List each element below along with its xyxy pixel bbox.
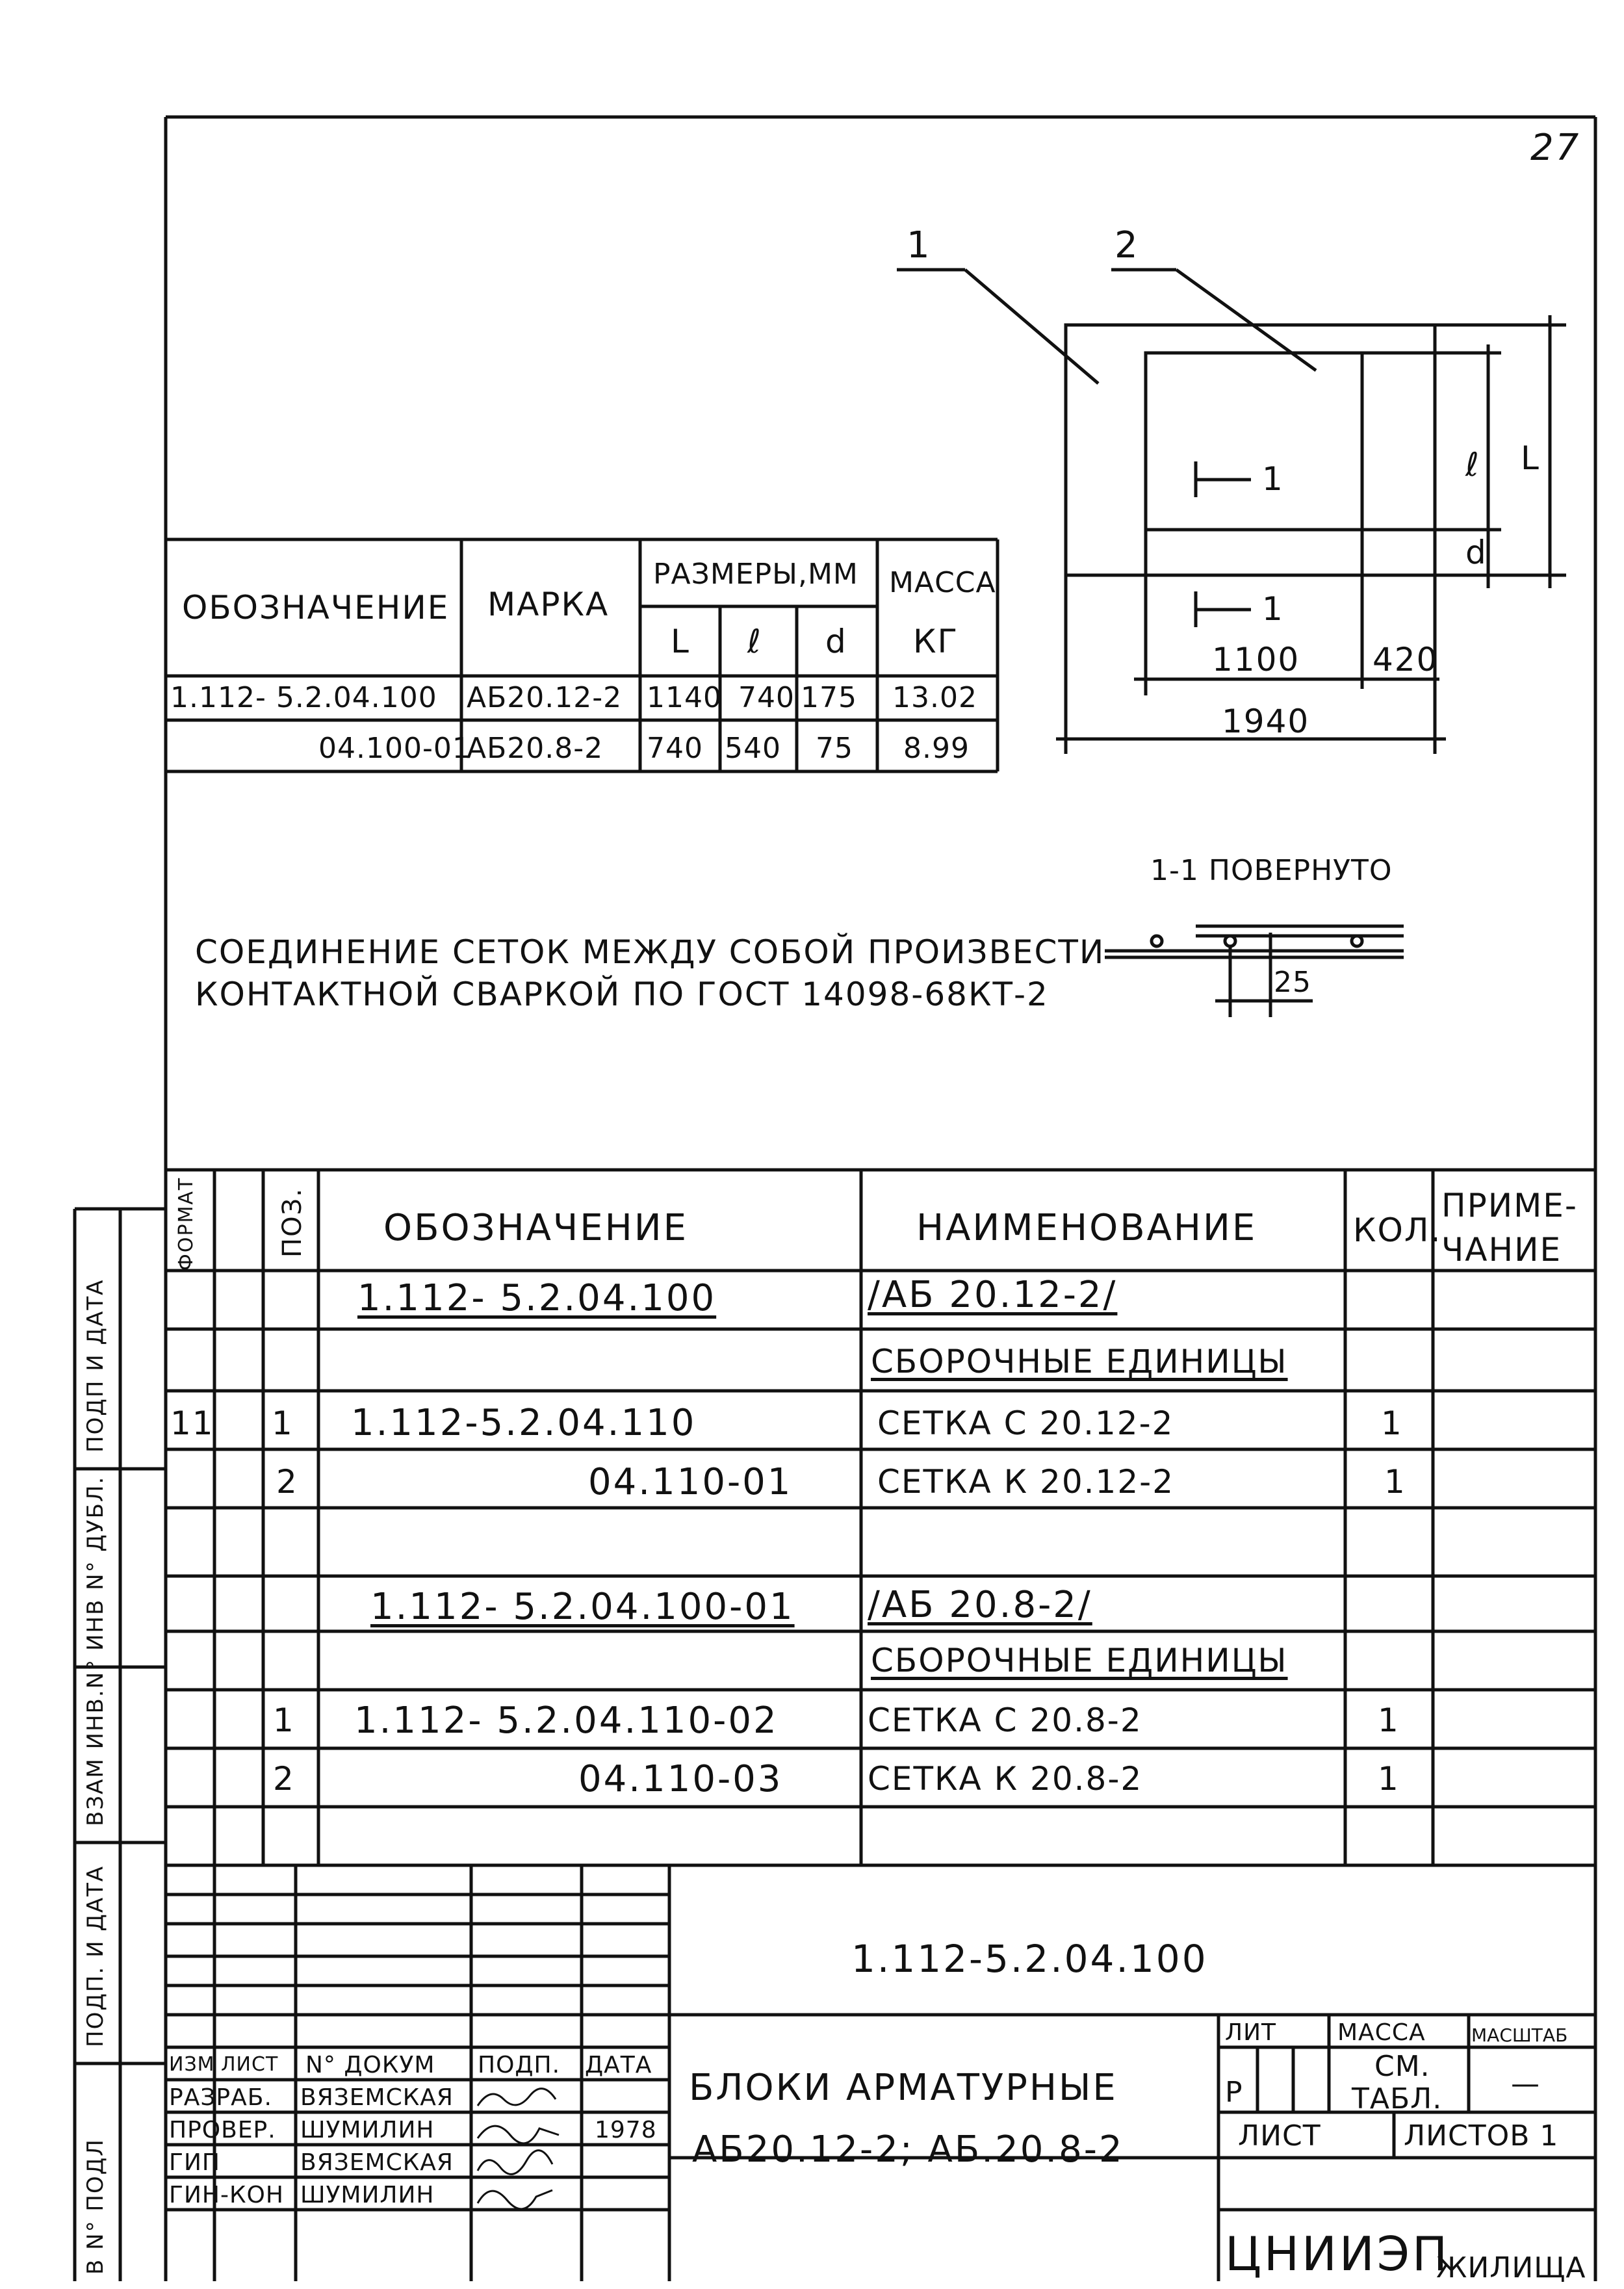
spec-row-4-designation: 04.110-01 bbox=[588, 1461, 793, 1503]
spec-header-name: НАИМЕНОВАНИЕ bbox=[916, 1207, 1257, 1249]
dim-d-label: d bbox=[1465, 534, 1488, 571]
spec-header-designation: ОБОЗНАЧЕНИЕ bbox=[383, 1207, 689, 1249]
size-row-2-designation: 04.100-01 bbox=[318, 732, 471, 765]
spec-row-1-designation: 1.112- 5.2.04.100 bbox=[357, 1277, 717, 1319]
lit-value: Р bbox=[1225, 2076, 1243, 2109]
section-title: 1-1 ПОВЕРНУТО bbox=[1150, 854, 1393, 887]
size-table-mass-unit: КГ bbox=[913, 623, 959, 660]
spec-row-8-pos: 1 bbox=[273, 1701, 295, 1739]
size-row-2-mass: 8.99 bbox=[903, 732, 970, 765]
role-1-name: ВЯЗЕМСКАЯ bbox=[300, 2084, 454, 2111]
signature-razrab bbox=[478, 2089, 556, 2106]
role-1: РАЗРАБ. bbox=[169, 2084, 272, 2111]
strip-repl-inv: ВЗАМ ИНВ.N° bbox=[83, 1658, 109, 1826]
lit-label: ЛИТ bbox=[1225, 2019, 1276, 2046]
org-sub: ЖИЛИЩА bbox=[1436, 2251, 1586, 2284]
signature-gin-kon bbox=[478, 2190, 552, 2209]
role-4: ГИН-КОН bbox=[169, 2182, 284, 2208]
size-row-1-l: 740 bbox=[738, 681, 795, 714]
spec-row-4-pos: 2 bbox=[276, 1463, 298, 1501]
spec-row-9-pos: 2 bbox=[273, 1760, 295, 1798]
size-row-2-L: 740 bbox=[647, 732, 703, 765]
page-number: 27 bbox=[1530, 127, 1581, 169]
strip-sign-date-2: ПОДП. И ДАТА bbox=[83, 1865, 109, 2047]
spec-row-4-qty: 1 bbox=[1384, 1463, 1406, 1501]
mass-value-2: ТАБЛ. bbox=[1352, 2082, 1443, 2115]
size-row-1-mass: 13.02 bbox=[892, 681, 977, 714]
spec-header-note-1: ПРИМЕ- bbox=[1441, 1187, 1578, 1224]
doc-code: 1.112-5.2.04.100 bbox=[851, 1937, 1208, 1981]
size-row-1-d: 175 bbox=[801, 681, 857, 714]
org-main: ЦНИИЭП bbox=[1225, 2227, 1450, 2281]
size-table-col-d: d bbox=[825, 623, 847, 660]
scale-value: — bbox=[1511, 2067, 1540, 2101]
spec-row-4-name: СЕТКА К 20.12-2 bbox=[877, 1463, 1175, 1501]
callout-1: 1 bbox=[907, 224, 932, 266]
col-sign: ПОДП. bbox=[478, 2052, 561, 2078]
role-4-name: ШУМИЛИН bbox=[300, 2182, 435, 2208]
dim-1940: 1940 bbox=[1222, 703, 1310, 740]
size-row-1-designation: 1.112- 5.2.04.100 bbox=[170, 681, 437, 714]
strip-orig-inv: В N° ПОДЛ bbox=[83, 2138, 109, 2275]
section-marker-bottom: 1 bbox=[1262, 590, 1284, 628]
size-table-header-mark: МАРКА bbox=[487, 586, 610, 623]
spec-row-2-name: СБОРОЧНЫЕ ЕДИНИЦЫ bbox=[871, 1343, 1288, 1380]
size-table-header-designation: ОБОЗНАЧЕНИЕ bbox=[182, 589, 450, 627]
spec-row-3-qty: 1 bbox=[1381, 1404, 1403, 1442]
spec-row-9-qty: 1 bbox=[1378, 1760, 1400, 1798]
dim-1100: 1100 bbox=[1212, 641, 1300, 679]
role-3-name: ВЯЗЕМСКАЯ bbox=[300, 2149, 454, 2176]
scale-label: МАСШТАБ bbox=[1471, 2024, 1568, 2046]
callout-2: 2 bbox=[1115, 224, 1140, 266]
spec-row-6-designation: 1.112- 5.2.04.100-01 bbox=[370, 1586, 795, 1628]
spec-header-pos: ПОЗ. bbox=[277, 1187, 307, 1258]
role-2-date: 1978 bbox=[595, 2117, 657, 2143]
spec-row-1-name: /АБ 20.12-2/ bbox=[868, 1274, 1118, 1316]
spec-row-3-designation: 1.112-5.2.04.110 bbox=[351, 1402, 697, 1444]
col-doc: N° ДОКУМ bbox=[305, 2052, 435, 2078]
spec-row-8-name: СЕТКА С 20.8-2 bbox=[868, 1701, 1142, 1739]
mass-label: МАССА bbox=[1337, 2019, 1426, 2046]
size-table-header-sizes: РАЗМЕРЫ,ММ bbox=[653, 558, 858, 591]
role-2-name: ШУМИЛИН bbox=[300, 2117, 435, 2143]
size-row-1-L: 1140 bbox=[647, 681, 722, 714]
spec-row-3-name: СЕТКА С 20.12-2 bbox=[877, 1404, 1174, 1442]
spec-row-3-format: 11 bbox=[170, 1404, 214, 1442]
size-row-2-d: 75 bbox=[816, 732, 853, 765]
sheets-label: ЛИСТОВ 1 bbox=[1404, 2119, 1559, 2153]
note-line-1: СОЕДИНЕНИЕ СЕТОК МЕЖДУ СОБОЙ ПРОИЗВЕСТИ bbox=[195, 933, 1105, 971]
size-table-col-L: L bbox=[671, 623, 690, 660]
col-izm: ИЗМ bbox=[169, 2053, 215, 2076]
spec-header-format: ФОРМАТ bbox=[175, 1176, 198, 1271]
dim-L-label: L bbox=[1521, 439, 1540, 477]
note-line-2: КОНТАКТНОЙ СВАРКОЙ ПО ГОСТ 14098-68КТ-2 bbox=[195, 976, 1049, 1013]
size-row-1-mark: АБ20.12-2 bbox=[467, 681, 623, 714]
title-line-1: БЛОКИ АРМАТУРНЫЕ bbox=[689, 2067, 1118, 2109]
section-dim-25: 25 bbox=[1274, 966, 1311, 999]
size-row-2-l: 540 bbox=[725, 732, 781, 765]
dim-l-label: ℓ bbox=[1465, 446, 1480, 484]
section-marker-top: 1 bbox=[1262, 460, 1284, 498]
spec-row-9-designation: 04.110-03 bbox=[578, 1758, 783, 1800]
spec-row-7-name: СБОРОЧНЫЕ ЕДИНИЦЫ bbox=[871, 1642, 1288, 1679]
mass-value-1: СМ. bbox=[1374, 2050, 1430, 2083]
signature-gip bbox=[478, 2151, 552, 2175]
spec-row-8-designation: 1.112- 5.2.04.110-02 bbox=[354, 1700, 779, 1742]
title-line-2: АБ20.12-2; АБ.20.8-2 bbox=[692, 2128, 1124, 2171]
spec-row-8-qty: 1 bbox=[1378, 1701, 1400, 1739]
sheet-label: ЛИСТ bbox=[1238, 2119, 1321, 2153]
spec-header-note-2: ЧАНИЕ bbox=[1441, 1231, 1562, 1269]
strip-dup-inv: ИНВ N° ДУБЛ. bbox=[83, 1475, 109, 1651]
role-2: ПРОВЕР. bbox=[169, 2117, 276, 2143]
col-date: ДАТА bbox=[585, 2052, 652, 2078]
col-list: ЛИСТ bbox=[221, 2053, 279, 2076]
strip-sign-date-1: ПОДП И ДАТА bbox=[83, 1278, 109, 1453]
dim-420: 420 bbox=[1373, 641, 1439, 679]
size-row-2-mark: АБ20.8-2 bbox=[467, 732, 604, 765]
signature-prover bbox=[478, 2126, 559, 2143]
spec-row-3-pos: 1 bbox=[272, 1404, 294, 1442]
role-3: ГИП bbox=[169, 2149, 220, 2176]
size-table-col-l: ℓ bbox=[747, 623, 762, 660]
spec-row-9-name: СЕТКА К 20.8-2 bbox=[868, 1760, 1143, 1798]
spec-header-qty: КОЛ. bbox=[1353, 1211, 1442, 1249]
size-table-header-mass: МАССА bbox=[889, 566, 996, 599]
spec-row-6-name: /АБ 20.8-2/ bbox=[868, 1584, 1092, 1626]
